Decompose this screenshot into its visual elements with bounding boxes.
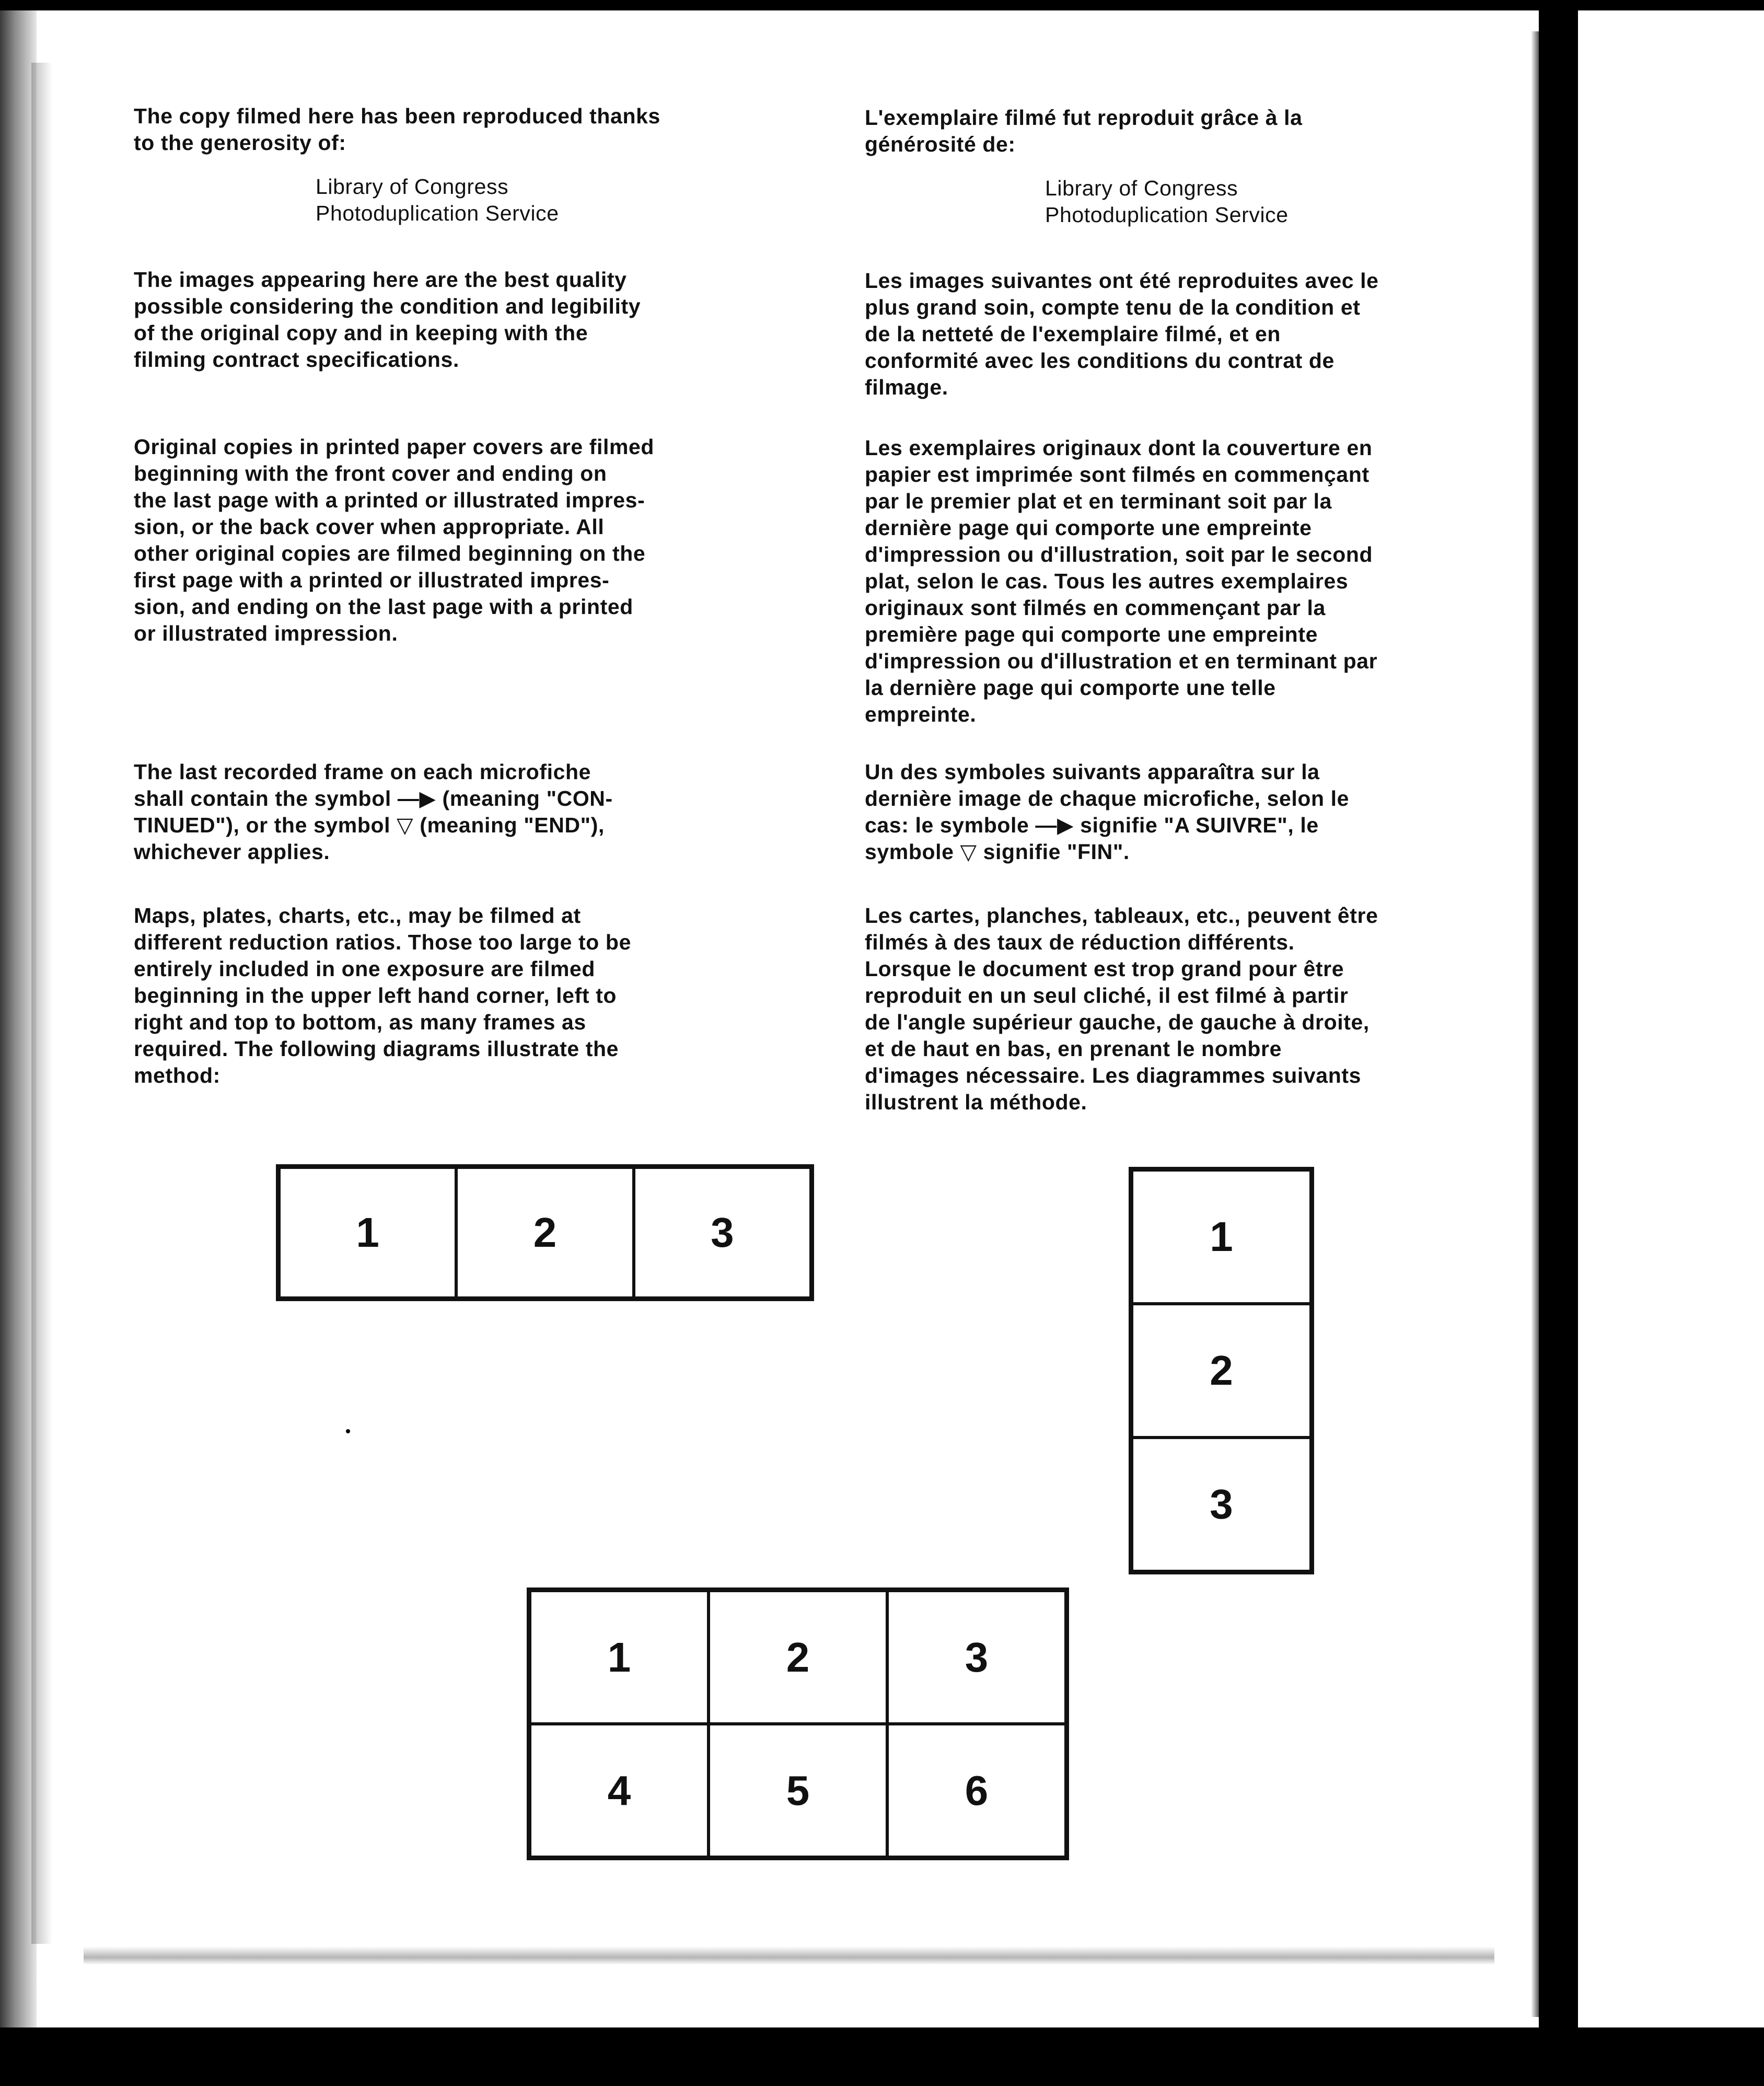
frame-cell: 2 <box>709 1591 887 1724</box>
frame-cell: 2 <box>456 1167 633 1298</box>
frame-cell: 4 <box>530 1724 709 1857</box>
frame-cell: 2 <box>1132 1304 1311 1438</box>
covers-text-fr: Les exemplaires originaux dont la couverture en papier est imprimée sont filmés en commençant par le premier plat et en terminant soit par la dernière page qui comporte une empreinte d'impression ou d'illustration, soit par le second plat, selon le cas. Tous les autres exemplaires originaux sont filmés en commençant par la première page qui comporte une empreinte d'impression ou d'illustration et en terminant par la dernière page qui comporte une telle empreinte. <box>865 436 1378 726</box>
maps-text-en: Maps, plates, charts, etc., may be filmed at different reduction ratios. Those too large to be entirely included in one exposure are filmed beginning in the upper left hand corner, left to right and top to bottom, as many frames as required. The following diagrams illustrate the method: <box>134 903 631 1087</box>
frame-cell: 1 <box>1132 1170 1311 1304</box>
quality-text-fr: Les images suivantes ont été reproduites avec le plus grand soin, compte tenu de la condition et de la netteté de l'exemplaire filmé, et en conformité avec les conditions du contrat de filmage. <box>865 269 1379 399</box>
scan-shadow-bottom <box>84 1946 1494 1965</box>
frame-cell: 3 <box>634 1167 811 1298</box>
frame-cell: 5 <box>709 1724 887 1857</box>
scan-edge-top <box>0 0 1764 10</box>
symbols-text-en: The last recorded frame on each microfiche shall contain the symbol —▶ (meaning "CON- TINUED"), or the symbol ▽ (meaning "END"), whichever applies. <box>134 760 613 864</box>
maps-text-fr: Les cartes, planches, tableaux, etc., peuvent être filmés à des taux de réduction différents. Lorsque le document est trop grand pour être reproduit en un seul cliché, il est filmé à partir de l'angle supérieur gauche, de gauche à droite, et de haut en bas, en prenant le nombre d'images nécessaire. Les diagrammes suivants illustrent la méthode. <box>865 903 1378 1114</box>
scan-shadow-left <box>31 63 52 1944</box>
scan-edge-right <box>1539 0 1578 2086</box>
frame-cell: 3 <box>887 1591 1066 1724</box>
frame-cell: 1 <box>279 1167 456 1298</box>
frame-cell: 6 <box>887 1724 1066 1857</box>
symbols-text-fr: Un des symboles suivants apparaîtra sur la dernière image de chaque microfiche, selon le cas: le symbole —▶ signifie "A SUIVRE", le symbole ▽ signifie "FIN". <box>865 760 1350 864</box>
frame-cell: 3 <box>1132 1438 1311 1571</box>
intro-text-fr: L'exemplaire filmé fut reproduit grâce à la générosité de: <box>865 106 1303 156</box>
diagram-grid <box>527 1587 1069 1860</box>
frame-cell: 1 <box>530 1591 709 1724</box>
source-name-fr: Library of Congress Photoduplication Service <box>1045 176 1289 227</box>
scan-speck <box>346 1429 350 1433</box>
scan-edge-bottom <box>0 2027 1764 2086</box>
diagram-horizontal <box>276 1164 814 1301</box>
covers-text-en: Original copies in printed paper covers are filmed beginning with the front cover and ending on the last page with a printed or illustrated impres- sion, or the back cover when appropriate. All other original copies are filmed beginning on the first page with a printed or illustrated impres- sion, and ending on the last page with a printed or illustrated impression. <box>134 435 655 645</box>
quality-text-en: The images appearing here are the best quality possible considering the condition and legibility of the original copy and in keeping with the filming contract specifications. <box>134 268 641 372</box>
intro-text-en: The copy filmed here has been reproduced thanks to the generosity of: <box>134 104 660 155</box>
diagram-vertical <box>1129 1167 1314 1574</box>
source-name-en: Library of Congress Photoduplication Service <box>316 175 559 225</box>
